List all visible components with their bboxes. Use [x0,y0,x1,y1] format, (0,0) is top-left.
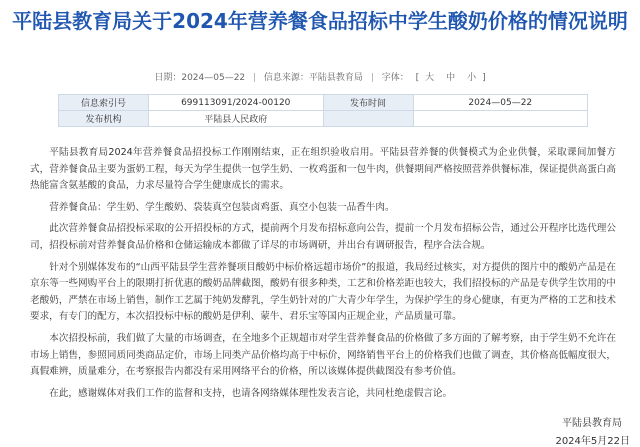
paragraph: 本次招投标前，我们做了大量的市场调查，在全地多个正规超市对学生营养餐食品的价格做了多方面的了解考察，由于学生奶不允许在市场上销售，参照同质同类商品定价，市场上同类产品价格均高于中标价，网络销售平台上的价格我们也做了调查，其价格高低幅度很大，真假难辨，质量难分，在考察报告内都没有采用网络平台的价格，所以该媒体提供截图没有参考价值。 [30,332,616,378]
org-label: 发布机构 [59,111,149,127]
paragraph: 营养餐食品：学生奶、学生酸奶、袋装真空包装卤鸡蛋、真空小包装一品香牛肉。 [49,201,395,213]
font-size-label: 字体： [381,73,409,83]
source-value: 平陆县教育局 [308,73,363,83]
sign-date: 2024年5月22日 [555,436,630,447]
date-value: 2024—05—22 [413,95,588,111]
paragraph: 针对个别媒体发布的“山西平陆县学生营养餐项目酸奶中标价格远超市场价”的报道，我局经过核实，对方提供的图片中的酸奶产品是在京东等一些网购平台上的限期打折优惠的酸奶品牌截图，酸奶有很多种类，工艺和价格差距也较大，我们招投标的产品是专供学生饮用的中老酸奶，严禁在市场上销售，制作工艺属于纯奶发酵乳，学生奶针对的广大青少年学生，为保护学生的身心健康，有更为严格的工艺和技术要求，有专门的配方，本次招投标中标的酸奶是伊利、蒙牛、君乐宝等国内正规企业，产品质量可靠。 [30,261,616,323]
org-value: 平陆县人民政府 [149,111,324,127]
paragraph: 此次营养餐食品招投标采取的公开招投标的方式，提前两个月发布招标意向公告，提前一个月发布招标公告，通过公开程序比选代理公司，招投标前对营养餐食品价格和仓储运输成本都做了详尽的市场调研，并出台有调研报告，程序合法合规。 [30,223,616,251]
page-title: 平陆县教育局关于2024年营养餐食品招标中学生酸奶价格的情况说明 [12,9,628,33]
info-table [58,94,588,127]
index-value: 699113091/2024-00120 [149,95,324,111]
signature: 平陆县教育局 [562,418,622,429]
source-label: 信息来源： [263,73,309,83]
index-label: 信息索引号 [59,95,149,111]
empty-cell [323,111,413,127]
meta-divider [372,73,373,82]
table-row [59,95,588,111]
paragraph: 平陆县教育局2024年营养餐食品招投标工作刚刚结束，正在组织验收启用。平陆县营养餐的供餐模式为企业供餐，采取课间加餐方式，营养餐食品主要为蛋奶工程，每天为学生提供一包学生奶、一枚鸡蛋和一包牛肉，供餐期间严格按照营养供餐标准，保证提供高蛋白高热能富含氨基酸的食品，力求尽量符合学生健康成长的需求。 [30,147,616,192]
publish-date-label: 日期： [154,73,182,83]
article-body [30,145,616,407]
table-row [59,111,588,127]
font-size-small[interactable]: 小 [467,73,477,83]
empty-cell [413,111,588,127]
meta-divider [254,73,255,82]
font-size-selector: [ 大 中 小 ] [415,73,486,83]
paragraph: 在此，感谢媒体对我们工作的监督和支持，也请各网络媒体理性发表言论，共同杜绝虚假言论。 [49,387,453,399]
date-label: 发布时间 [323,95,413,111]
font-size-large[interactable]: 大 [425,73,435,83]
meta-bar [0,70,640,83]
font-size-medium[interactable]: 中 [446,73,456,83]
publish-date: 2024—05—22 [181,73,246,83]
